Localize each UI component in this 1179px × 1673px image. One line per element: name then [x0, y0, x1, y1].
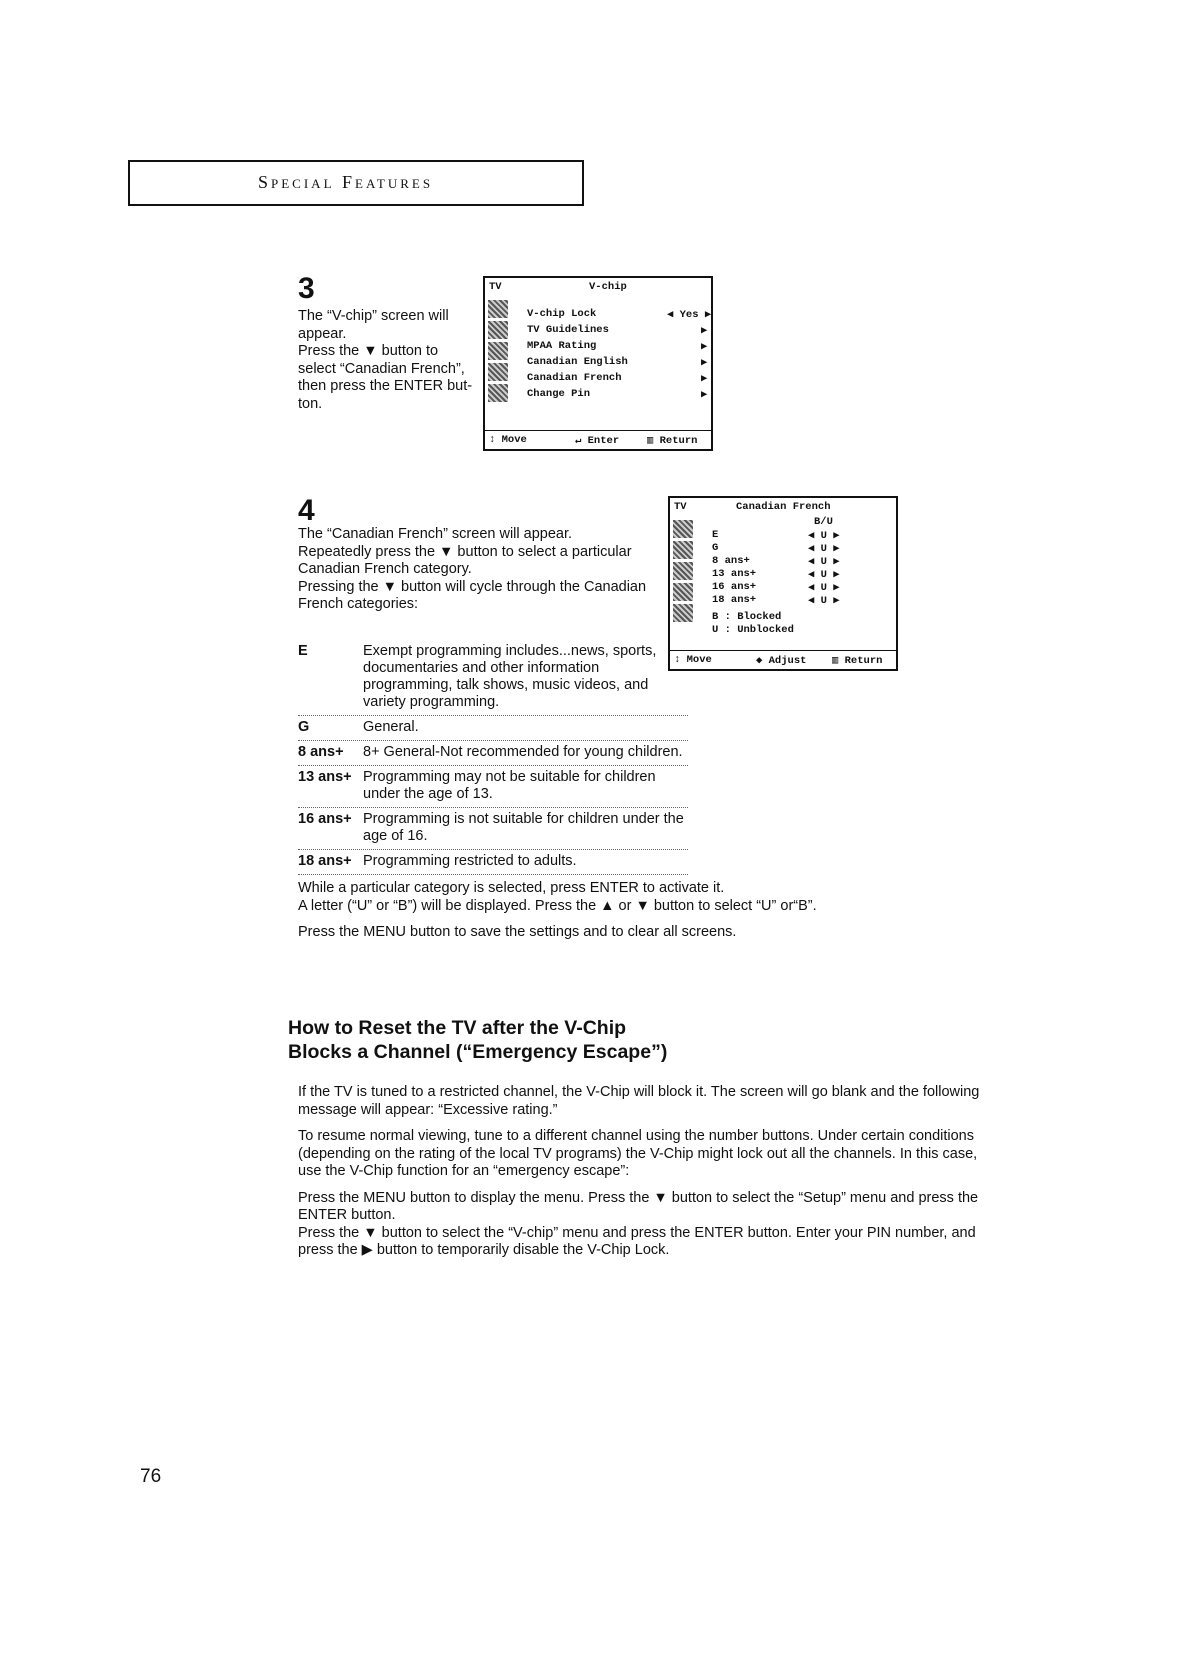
picture-icon	[673, 520, 693, 538]
section-header	[128, 160, 584, 206]
osd-rating-row[interactable]: E ◀ U ▶	[712, 529, 840, 542]
osd-tab: TV	[674, 501, 687, 513]
reset-text	[298, 1084, 998, 1260]
features-icon	[673, 604, 693, 622]
features-icon	[488, 384, 508, 402]
step-4-after-text	[298, 880, 918, 942]
adjust-hint: ◆ Adjust	[756, 655, 807, 667]
osd-bottom-bar	[670, 650, 896, 669]
osd-item[interactable]: Canadian French ▶	[527, 372, 708, 385]
move-hint: ↕ Move	[489, 434, 527, 446]
step-3-line: appear.	[298, 325, 347, 342]
step-3-line: Press the ▼ button to	[298, 343, 439, 359]
heading-line: Blocks a Channel (“Emergency Escape”)	[288, 1041, 668, 1063]
vchip-osd-screen	[483, 276, 713, 451]
step-4-line: Pressing the ▼ button will cycle through the Canadian	[298, 578, 647, 595]
step-4-number: 4	[298, 494, 315, 527]
step-3-line: The “V-chip” screen will	[298, 308, 449, 324]
step-4-line: French categories:	[298, 596, 419, 612]
category-row: 18 ans+ Programming restricted to adults.	[298, 850, 688, 875]
step-4-line: Repeatedly press the ▼ button to select a particular	[298, 543, 632, 560]
reset-paragraph: If the TV is tuned to a restricted channel, the V-Chip will block it. The screen will go blank and the following message will appear: “Excessive rating.”	[298, 1084, 980, 1118]
category-row: 8 ans+ 8+ General-Not recommended for young children.	[298, 741, 688, 766]
picture-icon	[488, 300, 508, 318]
channel-icon	[488, 342, 508, 360]
channel-icon	[673, 562, 693, 580]
osd-title: Canadian French	[736, 501, 831, 513]
section-title: Special Features	[258, 172, 434, 192]
osd-item[interactable]: V-chip Lock ◀ Yes ▶	[527, 308, 712, 321]
osd-sidebar	[673, 520, 693, 625]
step-3-text	[298, 308, 478, 413]
category-row: 16 ans+ Programming is not suitable for children under the age of 16.	[298, 808, 688, 850]
setup-icon	[488, 363, 508, 381]
category-table	[298, 640, 688, 875]
return-hint: ▥ Return	[647, 435, 698, 447]
osd-tab: TV	[489, 281, 502, 293]
setup-icon	[673, 583, 693, 601]
osd-item[interactable]: Canadian English ▶	[527, 356, 708, 369]
osd-item[interactable]: Change Pin ▶	[527, 388, 708, 401]
step-4-line: Canadian French category.	[298, 561, 472, 577]
reset-paragraph: Press the ▼ button to select the “V-chip” menu and press the ENTER button. Enter your PIN number, and press the ▶ button to temporarily disable the V-Chip Lock.	[298, 1224, 976, 1258]
reset-paragraph: To resume normal viewing, tune to a different channel using the number buttons. Under certain conditions (depending on the rating of the local TV programs) the V-Chip might lock out all the channels. In this case, use the V-Chip function for an “emergency escape”:	[298, 1128, 978, 1179]
osd-rating-row[interactable]: 16 ans+ ◀ U ▶	[712, 581, 840, 594]
osd-rating-row[interactable]: 13 ans+ ◀ U ▶	[712, 568, 840, 581]
after-line: Press the MENU button to save the settings and to clear all screens.	[298, 924, 737, 940]
reset-paragraph: Press the MENU button to display the menu. Press the ▼ button to select the “Setup” menu and press the ENTER button.	[298, 1189, 979, 1223]
return-hint: ▥ Return	[832, 655, 883, 667]
step-3-line: select “Canadian French”,	[298, 360, 465, 377]
category-row: 13 ans+ Programming may not be suitable for children under the age of 13.	[298, 766, 688, 808]
osd-legend: U : Unblocked	[712, 624, 794, 636]
page-number: 76	[140, 1466, 162, 1487]
osd-rating-row[interactable]: 18 ans+ ◀ U ▶	[712, 594, 840, 607]
heading-line: How to Reset the TV after the V-Chip	[288, 1017, 627, 1039]
move-hint: ↕ Move	[674, 654, 712, 666]
step-3-line: ton.	[298, 395, 323, 412]
step-3-number: 3	[298, 272, 315, 305]
osd-title: V-chip	[589, 281, 627, 293]
step-4-line: The “Canadian French” screen will appear.	[298, 526, 573, 542]
canadian-french-osd-screen	[668, 496, 898, 671]
reset-heading	[288, 1016, 667, 1064]
enter-hint: ↵ Enter	[575, 435, 620, 447]
osd-bottom-bar	[485, 430, 711, 449]
step-3-line: then press the ENTER but-	[298, 378, 473, 394]
sound-icon	[488, 321, 508, 339]
osd-item[interactable]: TV Guidelines ▶	[527, 324, 708, 337]
category-row: E Exempt programming includes...news, sports, documentaries and other information programming, talk shows, music videos, and variety programming.	[298, 640, 688, 716]
osd-col-header: B/U	[814, 516, 833, 528]
sound-icon	[673, 541, 693, 559]
after-line: A letter (“U” or “B”) will be displayed. Press the ▲ or ▼ button to select “U” or“B”.	[298, 897, 817, 914]
osd-sidebar	[488, 300, 508, 405]
osd-rating-row[interactable]: 8 ans+ ◀ U ▶	[712, 555, 840, 568]
osd-legend: B : Blocked	[712, 611, 782, 623]
after-line: While a particular category is selected, press ENTER to activate it.	[298, 880, 725, 896]
category-row: G General.	[298, 716, 688, 741]
step-4-text	[298, 526, 678, 614]
osd-item[interactable]: MPAA Rating ▶	[527, 340, 708, 353]
osd-rating-row[interactable]: G ◀ U ▶	[712, 542, 840, 555]
